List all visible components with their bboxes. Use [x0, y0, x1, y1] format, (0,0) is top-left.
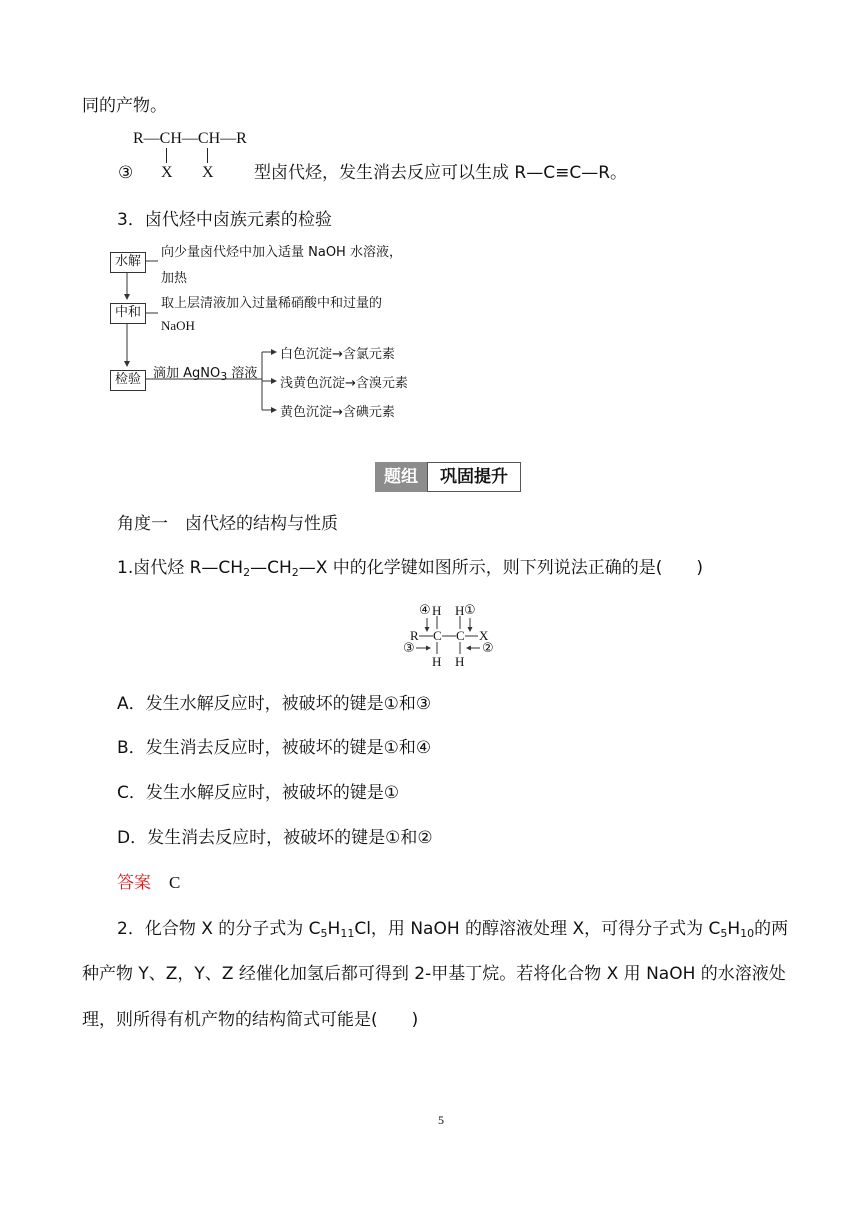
- flow-note-neutralize-1: 取上层清液加入过量稀硝酸中和过量的: [161, 296, 383, 311]
- angle-heading: 角度一 卤代烃的结构与性质: [117, 514, 338, 534]
- flow-result-iodine: 黄色沉淀→含碘元素: [280, 405, 395, 420]
- flow-box-hydrolysis: 水解: [110, 252, 146, 273]
- flow-box-test: 检验: [110, 370, 146, 391]
- flow-result-chlorine: 白色沉淀→含氯元素: [280, 347, 395, 362]
- badge-group-label: 题组: [375, 462, 427, 492]
- question-2-line-3: 理，则所得有机产物的结构简式可能是( ): [82, 1010, 419, 1030]
- formula-top-line: R—CH—CH—R: [133, 130, 247, 147]
- option-a: A．发生水解反应时，被破坏的键是①和③: [117, 694, 432, 714]
- formula-x1: X: [161, 164, 173, 181]
- bond-label-4: ④: [419, 603, 431, 618]
- bond-label-2: ②: [482, 641, 494, 656]
- atom-h-top-left: H: [432, 603, 442, 618]
- flow-note-test: 滴加 AgNO$_3$ 溶液: [153, 366, 258, 383]
- option-d: D．发生消去反应时，被破坏的键是①和②: [117, 828, 433, 848]
- formula-circle-number: ③: [118, 163, 134, 183]
- option-c: C．发生水解反应时，被破坏的键是①: [117, 783, 400, 803]
- atom-c1: C: [433, 628, 442, 643]
- flow-result-bromine: 浅黄色沉淀→含溴元素: [280, 376, 408, 391]
- formula-x2: X: [202, 164, 214, 181]
- flow-note-hydrolysis-2: 加热: [161, 271, 188, 286]
- question-1-stem: 1.卤代烃 $R—CH_2—CH_2—X$ 中的化学键如图所示，则下列说法正确的是( ): [117, 558, 704, 579]
- formula-description: 型卤代烃，发生消去反应可以生成 R—C≡C—R。: [254, 163, 628, 183]
- option-b: B．发生消去反应时，被破坏的键是①和④: [117, 738, 432, 758]
- flow-box-neutralize: 中和: [110, 303, 146, 324]
- atom-h-bottom-right: H: [455, 654, 465, 669]
- answer-line: [117, 873, 180, 893]
- atom-c2: C: [456, 628, 465, 643]
- atom-r: R: [410, 628, 419, 643]
- atom-h-top-right: H: [455, 603, 465, 618]
- question-2-line-1: 2．化合物 X 的分子式为 $C_5H_{11}Cl$，用 NaOH 的醇溶液处理 X，可得分子式为 $C_5H_{10}$的两: [117, 919, 789, 940]
- atom-h-bottom-left: H: [432, 654, 442, 669]
- atom-x: X: [479, 628, 489, 643]
- flow-note-hydrolysis-1: 向少量卤代烃中加入适量 NaOH 水溶液，: [161, 245, 402, 260]
- answer-label: 答案: [117, 873, 151, 893]
- flow-note-neutralize-2: NaOH: [161, 318, 195, 333]
- bond-label-3: ③: [403, 641, 415, 656]
- question-2-line-2: 种产物 Y、Z，Y、Z 经催化加氢后都可得到 2-甲基丁烷。若将化合物 X 用 NaOH 的水溶液处: [82, 964, 786, 984]
- bond-label-1: ①: [464, 603, 476, 618]
- badge-consolidate-label: 巩固提升: [427, 462, 521, 492]
- page-number: 5: [438, 1113, 444, 1127]
- section-3-title: 3．卤代烃中卤族元素的检验: [117, 210, 332, 230]
- answer-value: C: [169, 873, 181, 892]
- intro-tail-text: 同的产物。: [82, 96, 167, 116]
